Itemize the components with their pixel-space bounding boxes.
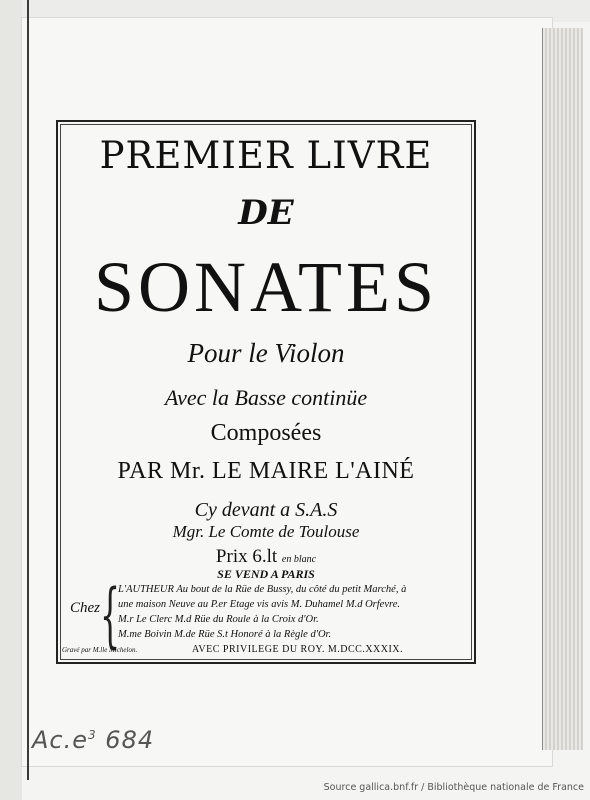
shelfmark-number: 684 [105, 726, 155, 754]
address-line-3: M.r Le Clerc M.d Rüe du Roule à la Croix d'Or. [118, 614, 319, 625]
price: Prix 6.lt [215, 546, 278, 567]
shelfmark-stamp [32, 726, 154, 754]
address-line-4: M.me Boivin M.de Rüe S.t Honoré à la Règle d'Or. [118, 629, 332, 640]
scan-background-left [0, 0, 22, 800]
privilege-line: AVEC PRIVILEGE DU ROY. M.DCC.XXXIX. [192, 644, 404, 655]
subtitle-violon: Pour le Violon [187, 338, 345, 368]
title-de: DE [238, 193, 294, 233]
chez-label: Chez [70, 600, 100, 616]
source-credit: Source gallica.bnf.fr / Bibliothèque nationale de France [323, 782, 584, 793]
patron-line-1: Cy devant a S.A.S [194, 499, 338, 521]
subtitle-composees: Composées [210, 420, 322, 446]
shelfmark-sup: 3 [88, 728, 97, 742]
brace-glyph: { [100, 574, 121, 656]
sale-location: SE VEND A PARIS [217, 567, 315, 581]
price-note: en blanc [281, 554, 317, 565]
subtitle-basse: Avec la Basse continüe [164, 385, 368, 410]
binding-line [27, 0, 29, 780]
shelfmark-text: Ac.e [32, 726, 89, 754]
price-line [56, 546, 476, 568]
title-sonates: SONATES [93, 247, 439, 327]
address-line-2: une maison Neuve au P.er Etage vis avis M. Duhamel M.d Orfevre. [118, 599, 400, 610]
page-edges [542, 28, 583, 750]
address-line-1: L'AUTHEUR Au bout de la Rüe de Bussy, du côté du petit Marché, à [118, 584, 407, 595]
patron-line-2: Mgr. Le Comte de Toulouse [172, 522, 360, 541]
composer-name: PAR Mr. LE MAIRE L'AINÉ [117, 458, 415, 484]
engraver-credit: Gravé par M.lle Michelon. [62, 646, 138, 654]
title-premier-livre: PREMIER LIVRE [99, 134, 433, 177]
